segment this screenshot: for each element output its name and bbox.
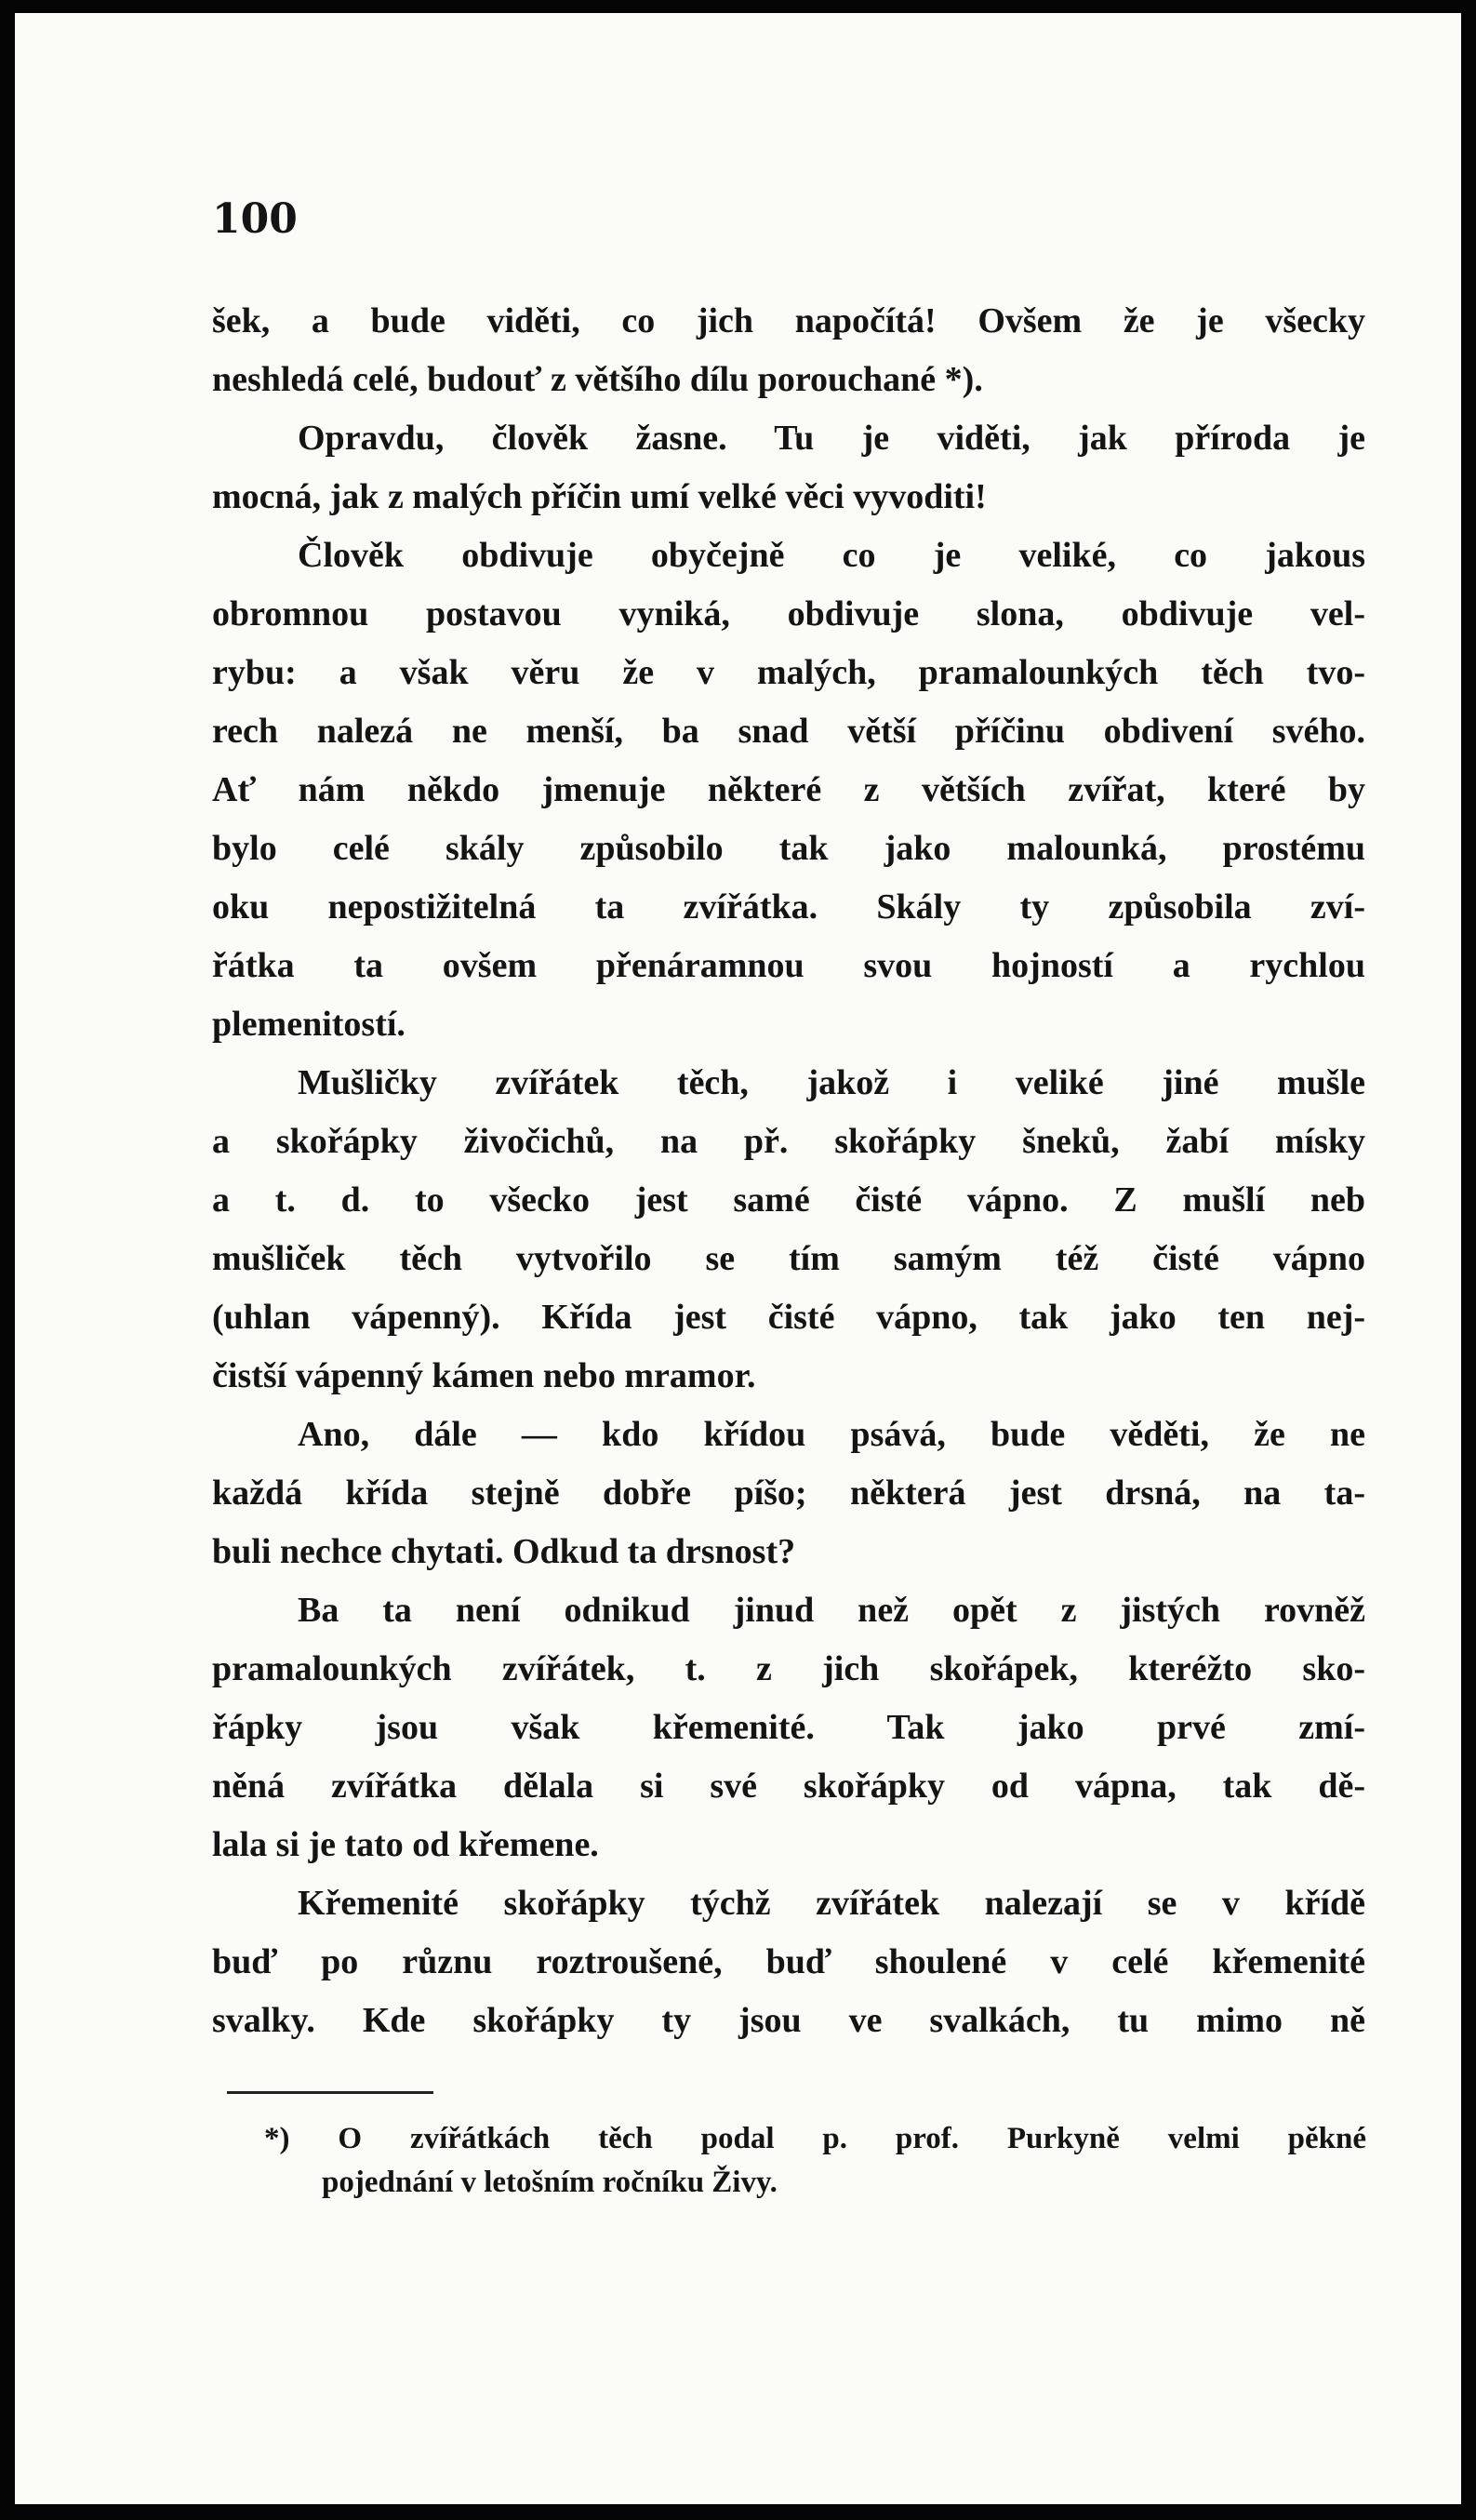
text-line: buď po různu roztroušené, buď shoulené v celé křemenité [212,1942,1365,1981]
text-line: mocná, jak z malých příčin umí velké věci vyvoditi! [212,477,987,516]
text-line: Člověk obdivuje obyčejně co je veliké, co jakous [298,536,1365,575]
paragraph [212,1581,1365,1874]
footnote-text: O zvířátkách těch podal p. prof. Purkyně velmi pěkné [338,2122,1366,2155]
text-line: buli nechce chytati. Odkud ta drsnost? [212,1532,796,1571]
body-text [212,292,1365,2050]
text-line: lala si je tato od křemene. [212,1825,599,1864]
text-line: pramalounkých zvířátek, t. z jich skořápek, kteréžto sko- [212,1649,1365,1688]
text-line: oku nepostižitelná ta zvířátka. Skály ty způsobila zví- [212,887,1365,927]
text-line: čistší vápenný kámen nebo mramor. [212,1356,756,1395]
text-line: Mušličky zvířátek těch, jakož i veliké jiné mušle [298,1063,1365,1102]
text-line: a skořápky živočichů, na př. skořápky šneků, žabí mísky [212,1122,1365,1161]
text-line: Ba ta není odnikud jinud než opět z jistých rovněž [298,1591,1365,1630]
text-line: rybu: a však věru že v malých, pramalounkých těch tvo- [212,653,1365,692]
paragraph [212,1054,1365,1406]
text-line: bylo celé skály způsobilo tak jako malounká, prostému [212,829,1365,868]
text-line: řápky jsou však křemenité. Tak jako prvé zmí- [212,1708,1365,1747]
text-line: něná zvířátka dělala si své skořápky od vápna, tak dě- [212,1767,1365,1806]
text-line: obromnou postavou vyniká, obdivuje slona, obdivuje vel- [212,594,1365,633]
text-line: mušliček těch vytvořilo se tím samým též čisté vápno [212,1239,1365,1278]
paragraph [212,527,1365,1054]
text-line: plemenitostí. [212,1005,406,1044]
footnote-rule [227,2091,433,2094]
text-line: Ano, dále — kdo křídou psává, bude věděti, že ne [298,1415,1365,1454]
paragraph [212,1406,1365,1581]
text-line: Křemenité skořápky týchž zvířátek nalezají se v křídě [298,1884,1365,1923]
footnote-marker: *) [264,2122,290,2155]
text-line: rech nalezá ne menší, ba snad větší příčinu obdivení svého. [212,712,1365,751]
paragraph [212,1874,1365,2050]
text-line: Opravdu, člověk žasne. Tu je viděti, jak příroda je [298,419,1365,458]
page-number: 100 [212,195,298,243]
footnote-line: pojednání v letošním ročníku Živy. [322,2166,778,2199]
text-line: (uhlan vápenný). Křída jest čisté vápno, tak jako ten nej- [212,1298,1365,1337]
text-line: řátka ta ovšem přenáramnou svou hojností a rychlou [212,946,1365,985]
paragraph [212,409,1365,527]
footnote [264,2117,1366,2205]
text-line: každá křída stejně dobře píšo; některá jest drsná, na ta- [212,1473,1365,1513]
paragraph [212,292,1365,409]
footnote-line [264,2117,1366,2161]
text-line: a t. d. to všecko jest samé čisté vápno. Z mušlí neb [212,1180,1365,1220]
text-line: svalky. Kde skořápky ty jsou ve svalkách, tu mimo ně [212,2001,1365,2040]
text-line: neshledá celé, budouť z většího dílu porouchané *). [212,360,983,399]
text-line: šek, a bude viděti, co jich napočítá! Ovšem že je všecky [212,301,1365,340]
text-line: Ať nám někdo jmenuje některé z větších zvířat, které by [212,770,1365,809]
book-page [15,13,1461,2504]
